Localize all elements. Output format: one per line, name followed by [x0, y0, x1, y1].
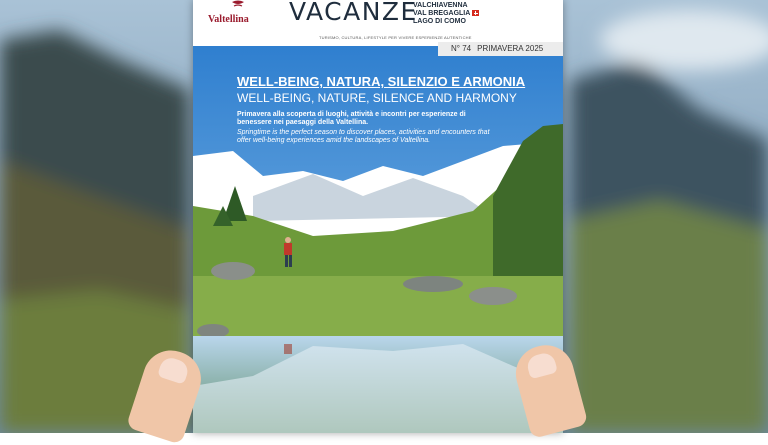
region-lago-di-como: LAGO DI COMO — [413, 18, 466, 25]
issue-info — [451, 44, 549, 53]
region-list — [413, 2, 470, 26]
magazine-cover — [193, 0, 563, 433]
headline-english: WELL-BEING, NATURE, SILENCE AND HARMONY — [237, 91, 517, 105]
magazine-title: VACANZE — [289, 0, 418, 26]
brand-logo: Valtellina — [208, 14, 249, 25]
right-thumbnail — [525, 351, 558, 379]
issue-number: N° 74 — [451, 44, 472, 53]
swiss-flag-icon — [472, 10, 479, 16]
cover-text-block — [237, 74, 557, 145]
tagline: TURISMO, CULTURA, LIFESTYLE PER VIVERE ESPERIENZE AUTENTICHE — [319, 35, 472, 40]
lede-english: Springtime is the perfect season to discover places, activities and encounters that offer well-being experiences amid the landscapes of Valtellina. — [237, 129, 490, 144]
region-valchiavenna: VALCHIAVENNA — [413, 2, 468, 9]
headline-italian: WELL-BEING, NATURA, SILENZIO E ARMONIA — [237, 74, 526, 89]
region-val-bregaglia: VAL BREGAGLIA — [413, 10, 471, 17]
lede-italian: Primavera alla scoperta di luoghi, attività e incontri per esperienze di benessere nei paesaggi della Valtellina. — [237, 111, 466, 126]
issue-season: PRIMAVERA 2025 — [477, 44, 544, 53]
left-thumbnail — [157, 355, 190, 385]
